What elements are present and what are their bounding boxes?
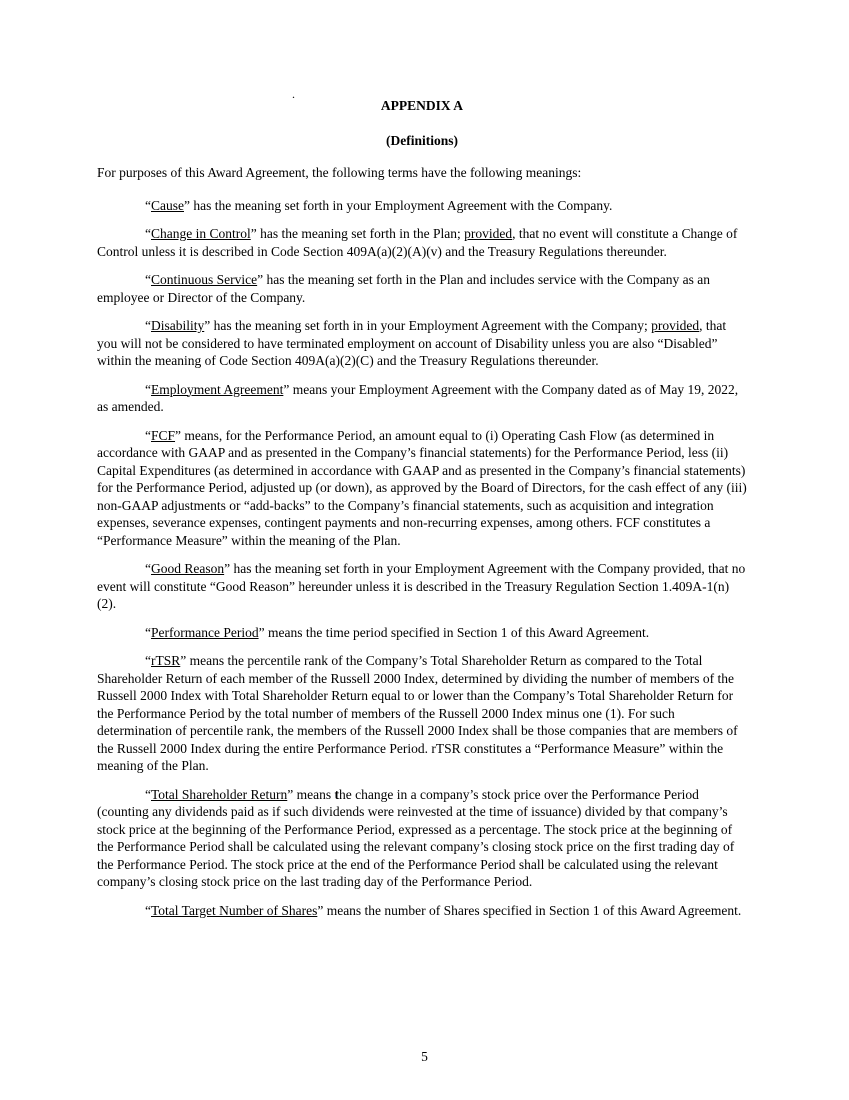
- definition-text: “: [145, 381, 151, 397]
- definition-paragraph: [97, 624, 747, 642]
- definition-text: “: [145, 902, 151, 918]
- definition-text: “: [145, 653, 151, 668]
- appendix-subtitle: (Definitions): [386, 132, 458, 148]
- definition-paragraph: [97, 902, 747, 920]
- definition-paragraph: [97, 317, 747, 370]
- page-content: [97, 97, 747, 930]
- defined-term: Cause: [151, 197, 184, 213]
- defined-term: Good Reason: [151, 561, 225, 576]
- definition-text: “: [145, 427, 151, 443]
- definition-text: “: [145, 561, 151, 576]
- definition-paragraph: [97, 197, 747, 215]
- definition-text: “: [145, 226, 151, 241]
- definition-text: ” means: [287, 786, 335, 802]
- defined-term: provided: [651, 318, 700, 333]
- defined-term: Performance Period: [151, 624, 259, 640]
- appendix-title: APPENDIX A: [380, 98, 464, 113]
- definition-text: “: [145, 318, 151, 333]
- intro-paragraph: For purposes of this Award Agreement, the following terms have the following meanings:: [97, 165, 582, 180]
- stray-mark: .: [292, 87, 295, 101]
- definition-paragraph: [97, 381, 747, 416]
- definition-paragraph: [97, 786, 747, 891]
- definition-text: “: [145, 786, 151, 802]
- defined-term: Continuous Service: [151, 272, 258, 287]
- definition-text: ” means the number of Shares specified in Section 1 of this Award Agreement.: [317, 902, 742, 918]
- definition-text: ” means the time period specified in Section 1 of this Award Agreement.: [258, 624, 650, 640]
- definitions-list: [97, 197, 747, 920]
- definition-text: “: [145, 272, 151, 287]
- defined-term: Disability: [151, 318, 205, 333]
- defined-term: rTSR: [151, 653, 181, 668]
- definition-text: ” has the meaning set forth in your Employment Agreement with the Company.: [184, 197, 613, 213]
- definition-text: he change in a company’s stock price over the Performance Period (counting any dividends paid as if such dividends were reinvested at the time of issuance) divided by that company’s stock price at the beginning of the Performance Period, expressed as a percentage. The stock price at the beginning of the Performance Period shall be calculated using the relevant company’s closing stock price on the first trading day of the Performance Period. The stock price at the end of the Performance Period shall be calculated using the relevant company’s closing stock price on the last trading day of the Performance Period.: [97, 786, 735, 889]
- defined-term: provided: [464, 226, 513, 241]
- definition-text: ” has the meaning set forth in the Plan;: [250, 226, 465, 241]
- definition-text: ” means, for the Performance Period, an amount equal to (i) Operating Cash Flow (as determined in accordance with GAAP and as presented in the Company’s financial statements) for the Performance Period, less (ii) Capital Expenditures (as determined in accordance with GAAP and as presented in the Company’s financial statements) for the Performance Period, adjusted up (or down), as approved by the Board of Directors, for the cash effect of any (iii) non-GAAP adjustments or “add-backs” to the Company’s financial statements, such as acquisition and integration expenses, severance expenses, contingent payments and non-recurring expenses, among others. FCF constitutes a “Performance Measure” within the meaning of the Plan.: [97, 427, 747, 548]
- definition-paragraph: [97, 271, 747, 306]
- defined-term: Total Shareholder Return: [151, 786, 288, 802]
- bold-text: t: [334, 786, 339, 802]
- defined-term: Change in Control: [151, 226, 251, 241]
- definition-text: “: [145, 197, 151, 213]
- definition-paragraph: [97, 652, 747, 775]
- definition-paragraph: [97, 427, 747, 550]
- definition-paragraph: [97, 225, 747, 260]
- page-number: 5: [421, 1049, 428, 1064]
- defined-term: FCF: [151, 427, 176, 443]
- definition-text: ” has the meaning set forth in in your Employment Agreement with the Company;: [204, 318, 652, 333]
- definition-text: , that you will not be considered to have terminated employment on account of Disability unless you are also “Disabled” within the meaning of Code Section 409A(a)(2)(C) and the Treasury Regulations thereunder.: [97, 318, 727, 368]
- definition-paragraph: [97, 560, 747, 613]
- definition-text: ” means your Employment Agreement with the Company dated as of May 19, 2022, as amended.: [97, 381, 739, 414]
- definition-text: “: [145, 624, 151, 640]
- defined-term: Employment Agreement: [151, 381, 284, 397]
- definition-text: ” has the meaning set forth in your Employment Agreement with the Company provided, that no event will constitute “Good Reason” hereunder unless it is described in the Treasury Regulation Section 1.409A-1(n)(2).: [97, 561, 746, 611]
- definition-text: ” means the percentile rank of the Company’s Total Shareholder Return as compared to the Total Shareholder Return of each member of the Russell 2000 Index, determined by dividing the number of members of the Russell 2000 Index with Total Shareholder Return equal to or lower than the Company’s Total Shareholder Return for the Performance Period by the total number of members of the Russell 2000 Index minus one (1). For such determination of percentile rank, the members of the Russell 2000 Index shall be those companies that are members of the Russell 2000 Index during the entire Performance Period. rTSR constitutes a “Performance Measure” within the meaning of the Plan.: [97, 653, 738, 773]
- defined-term: Total Target Number of Shares: [151, 902, 318, 918]
- definition-text: , that no event will constitute a Change of Control unless it is described in Code Section 409A(a)(2)(A)(v) and the Treasury Regulations thereunder.: [97, 226, 738, 259]
- definition-text: ” has the meaning set forth in the Plan and includes service with the Company as an employee or Director of the Company.: [97, 272, 711, 305]
